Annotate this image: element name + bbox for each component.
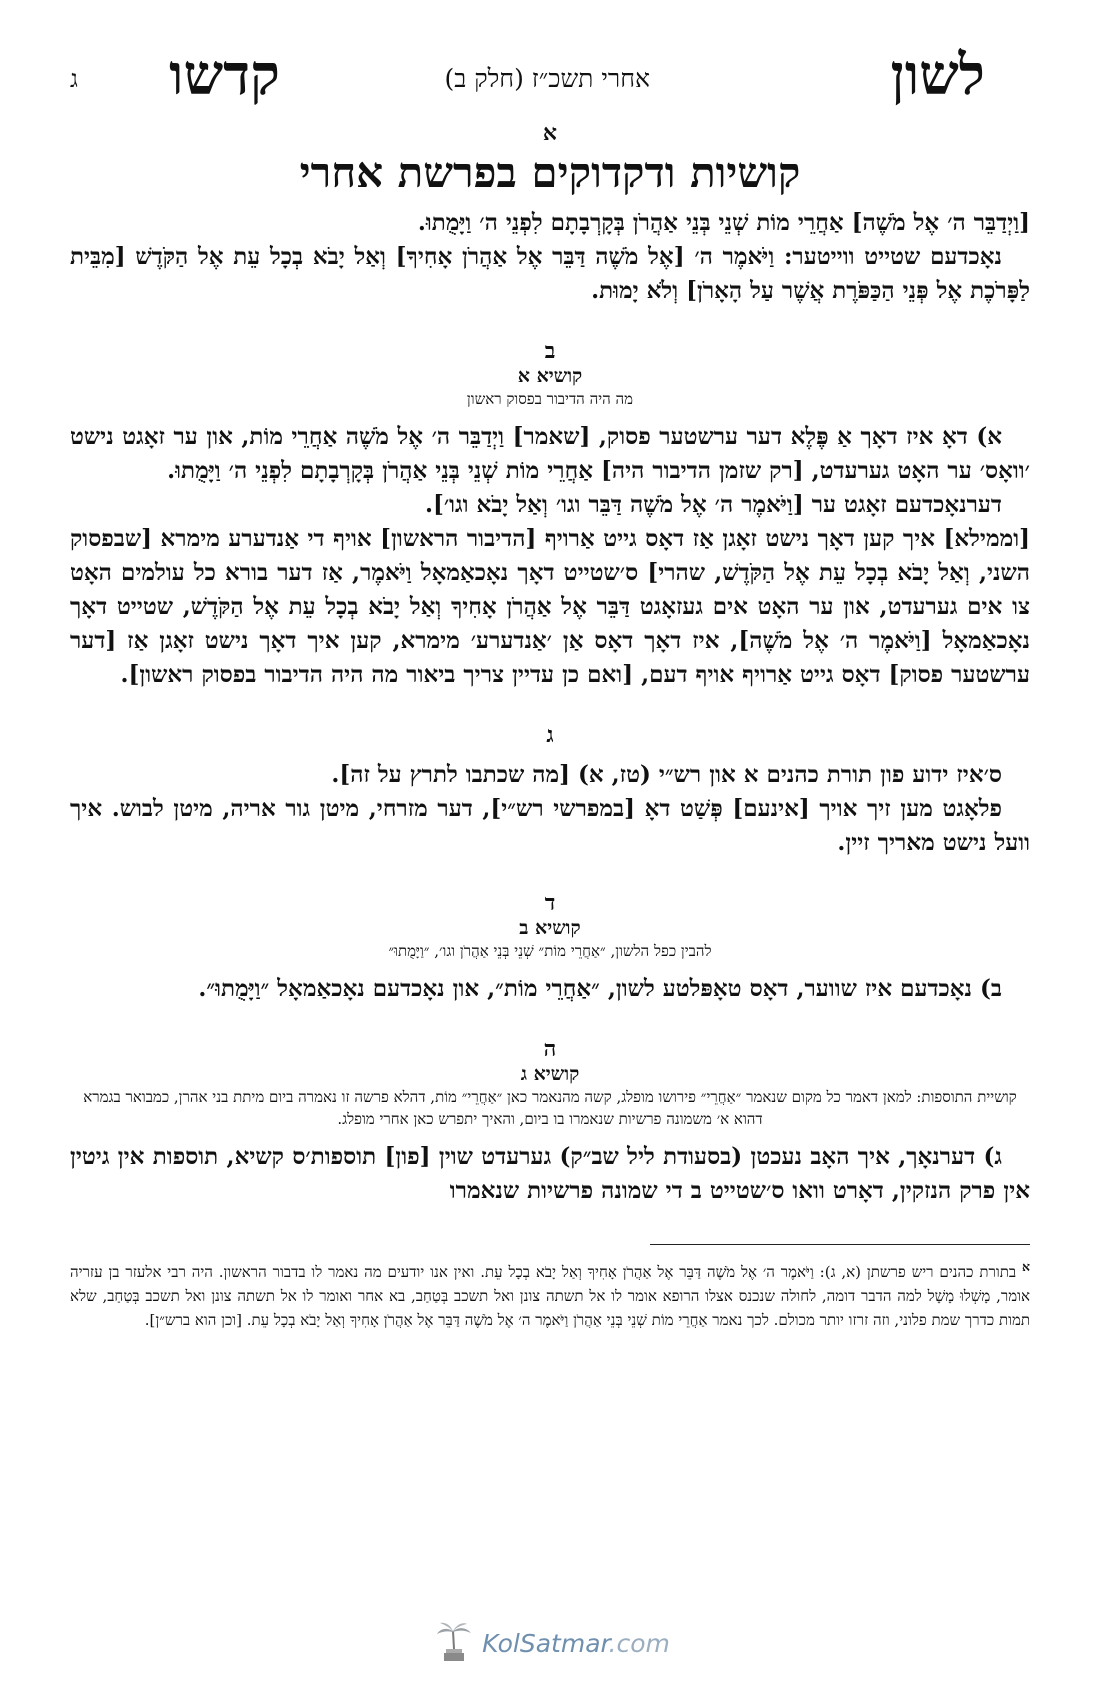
section-letter-b: ב xyxy=(544,338,556,364)
paragraph: א) דאָ איז דאָך אַ פֶּלֶא דער ערשטער פסוק, [שאמר] וַיְדַבֵּר ה׳ אֶל מֹשֶׁה אַחֲרֵי מוֹת, און ער זאָגט נישט ׳וואָס׳ ער האָט גערעדט, [רק שזמן הדיבור היה] אַחֲרֵי מוֹת שְׁנֵי בְּנֵי אַהֲרֹן בְּקָרְבָתָם לִפְנֵי ה׳ וַיָּמֻתוּ. xyxy=(70,423,1030,484)
section-letter-h: ה xyxy=(543,1036,557,1062)
paragraph: ס׳איז ידוע פון תורת כהנים א און רש״י (טז, א) [מה שכתבו לתרץ על זה]. xyxy=(331,761,1002,788)
footnote-marker: א xyxy=(1021,1259,1030,1274)
paragraph: [וממילא] איך קען דאָך נישט זאָגן אַז דאָס גייט אַרויף [הדיבור הראשון] אויף די אַנדערע מימרא [שבפסוק השני, וְאַל יָבֹא בְכָל עֵת אֶל הַקֹּדֶשׁ, שהרי] ס׳שטייט דאָך נאָכאַמאָל וַיֹּאמֶר, אַז דער בורא כל עולמים האָט צו אים גערעדט, און ער האָט אים געזאָגט דַּבֵּר אֶל אַהֲרֹן אָחִיךָ וְאַל יָבֹא בְכָל עֵת אֶל הַקֹּדֶשׁ, שטייט דאָך נאָכאַמאָל [וַיֹּאמֶר ה׳ אֶל מֹשֶׁה], איז דאָך דאָס אַן ׳אַנדערע׳ מימרא, קען איך דאָך נישט זאָגן אַז [דער ערשטער פסוק] דאָס גייט אַרויף אויף דעם, [ואם כן עדיין צריך ביאור מה היה הדיבור בפסוק ראשון]. xyxy=(70,525,1030,688)
header-title-right: לשון xyxy=(890,42,985,108)
header-title-mid: קדשו xyxy=(169,42,280,108)
chapter-title: קושיות ודקדוקים בפרשת אחרי xyxy=(299,148,801,197)
logo-text: KolSatmar.com xyxy=(482,1628,670,1658)
palm-tree-logo-icon xyxy=(430,1619,478,1667)
section-subtitle: קושיא א xyxy=(517,365,583,387)
paragraph: נאָכדעם שטייט ווייטער: וַיֹּאמֶר ה׳ [אֶל מֹשֶׁה דַּבֵּר אֶל אַהֲרֹן אָחִיךָ] וְאַל יָבֹא בְכָל עֵת אֶל הַקֹּדֶשׁ [מִבֵּית לַפָּרֹכֶת אֶל פְּנֵי הַכַּפֹּרֶת אֲשֶׁר עַל הָאָרֹן] וְלֹא יָמוּת. xyxy=(70,243,1030,304)
footnote-text: בתורת כהנים ריש פרשתן (א, ג): וַיֹּאמֶר ה׳ אֶל מֹשֶׁה דַּבֵּר אֶל אַהֲרֹן אָחִיךָ וְאַל יָבֹא בְכָל עֵת. ואין אנו יודעים מה נאמר לו בדבור הראשון. היה רבי אלעזר בן עזריה אומר, מָשְׁלוּ מָשָׁל למה הדבר דומה, לחולה שנכנס אצלו הרופא אומר לו אל תשתה צונן ואל תשכב בְּטַחַב, בא אחר ואומר לו אל תשתה צונן ואל תשכב בְּטַחַב, שלא תמות כדרך שמת פלוני, וזה זרזו יותר מכולם. לכך נאמר אַחֲרֵי מוֹת שְׁנֵי בְּנֵי אַהֲרֹן וַיֹּאמֶר ה׳ אֶל מֹשֶׁה דַּבֵּר אֶל אַהֲרֹן אָחִיךָ וְאַל יָבֹא בְכָל עֵת. [וכן הוא ברש״ן]. xyxy=(70,1263,1030,1329)
section-letter-a: א xyxy=(542,120,558,146)
paragraph: דערנאָכדעם זאָגט ער [וַיֹּאמֶר ה׳ אֶל מֹשֶׁה דַּבֵּר וגו׳ וְאַל יָבֹא וגו׳]. xyxy=(424,491,1002,518)
page-number: ג xyxy=(70,65,78,93)
footnote xyxy=(70,1255,1030,1332)
section-subtitle: קושיא ב xyxy=(519,917,581,939)
footnote-divider xyxy=(650,1244,1030,1245)
verse-quote: [וַיְדַבֵּר ה׳ אֶל מֹשֶׁה] אַחֲרֵי מוֹת שְׁנֵי בְּנֵי אַהֲרֹן בְּקָרְבָתָם לִפְנֵי ה׳ וַיָּמֻתוּ. xyxy=(417,209,1030,236)
section-letter-d: ד xyxy=(544,890,556,916)
section-description: להבין כפל הלשון, ״אַחֲרֵי מוֹת״ שְׁנֵי בְּנֵי אַהֲרֹן וגו׳, ״וַיָּמֻתוּ״ xyxy=(388,942,712,960)
section-letter-g: ג xyxy=(546,722,554,748)
paragraph: ב) נאָכדעם איז שווער, דאָס טאָפּלטע לשון, ״אַחֲרֵי מוֹת״, און נאָכדעם נאָכאַמאָל ״וַיָּמֻתוּ״. xyxy=(198,975,1002,1002)
paragraph: ג) דערנאָך, איך האָב נעכטן (בסעודת ליל שב״ק) גערעדט שוין [פון] תוספות׳ס קשיא, תוספות אין גיטין אין פרק הנזקין, דאָרט וואו ס׳שטייט ב די שמונה פרשיות שנאמרו xyxy=(70,1143,1030,1204)
site-logo[interactable] xyxy=(0,1618,1100,1668)
section-description: קושיית התוספות: למאן דאמר כל מקום שנאמר ״אַחֲרֵי״ פירושו מופלג, קשה מהנאמר כאן ״אַחֲרֵי״ מוֹת, דהלא פרשה זו נאמרה ביום מיתת בני אהרן, כמבואר בגמרא דהוא א׳ משמונה פרשיות שנאמרו בו ביום, והאיך יתפרש כאן אחרי מופלג. xyxy=(83,1088,1017,1128)
header-subtitle: אחרי תשכ״ז (חלק ב) xyxy=(444,64,650,93)
paragraph: פלאָגט מען זיך אויך [אינעם] פְּשַׁט דאָ [במפרשי רש״י], דער מזרחי, מיטן גור אריה, מיטן לבוש. איך וועל נישט מאריך זיין. xyxy=(70,795,1030,856)
section-description: מה היה הדיבור בפסוק ראשון xyxy=(466,390,634,408)
section-subtitle: קושיא ג xyxy=(520,1063,580,1085)
page-header xyxy=(70,40,1030,120)
